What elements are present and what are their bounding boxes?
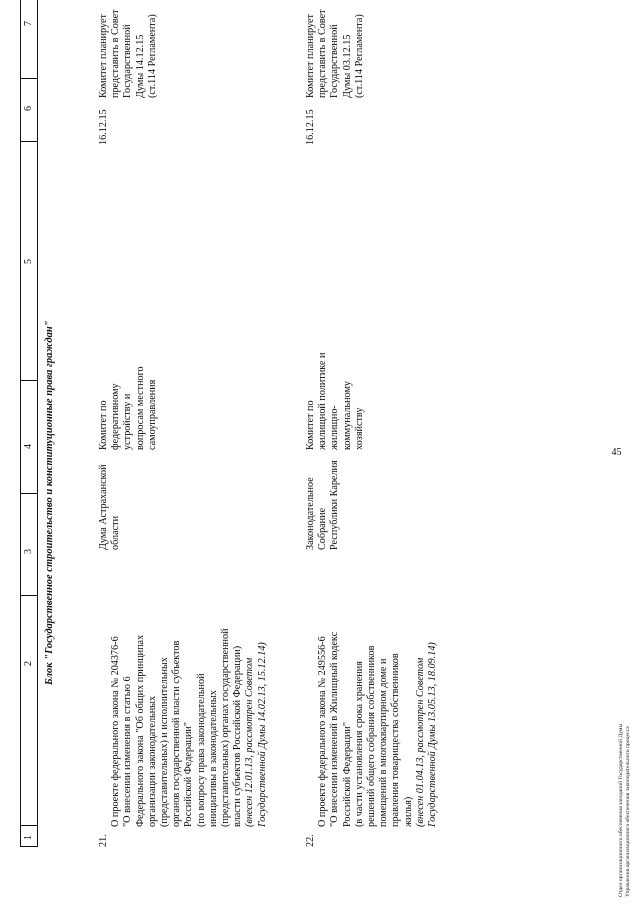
column-number-6: 6 (23, 106, 34, 111)
header-divider (21, 493, 37, 494)
row-21-number: 21. (98, 834, 109, 847)
row-22-plan: Комитет планирует представить в Совет Государственной Думы 03.12.15 (ст.114 Регламента) (305, 9, 365, 98)
footer-note: Отдел организационного обеспечения заседаний Государственной Думы Управления организационного обеспечения законодательного процесса (618, 723, 631, 897)
page-number: 45 (611, 447, 622, 458)
row-22-initiator: Законодательное Собрание Республики Карелия (305, 460, 341, 550)
row-21-bill (98, 571, 269, 827)
column-number-7: 7 (23, 21, 34, 26)
header-divider (21, 825, 37, 826)
column-number-3: 3 (23, 549, 34, 554)
row-22-bill-title: О проекте федерального закона № 249556-6 "О внесении изменений в Жилищный кодекс Российской Федерации" (в части установления срока хранения решений общего собрания собственников помещений в многоквартирном доме и правления товарищества собственников жилья) (317, 631, 414, 827)
row-22-number: 22. (305, 834, 316, 847)
header-divider (21, 380, 37, 381)
header-divider (21, 78, 37, 79)
row-22-date: 16.12.15 (305, 109, 316, 145)
column-number-5: 5 (23, 259, 34, 264)
row-21-plan: Комитет планирует представить в Совет Государственной Думы 14.12.15 (ст.114 Регламента) (98, 9, 158, 98)
header-divider (21, 141, 37, 142)
row-22-bill (305, 571, 439, 827)
row-21-bill-note: (внесен 12.01.13, рассмотрен Советом Государственной Думы 14.02.13, 15.12.14) (244, 642, 268, 827)
header-divider (21, 595, 37, 596)
block-title: Блок "Государственное строительство и конституционные права граждан" (44, 320, 55, 685)
row-22-bill-note: (внесен 01.04.13, рассмотрен Советом Государственной Думы 13.05.13, 18.09.14) (414, 642, 439, 827)
column-number-2: 2 (23, 661, 34, 666)
row-21-initiator: Дума Астраханской области (98, 464, 122, 550)
row-21-committee: Комитет по федеративному устройству и вопросам местного самоуправления (98, 366, 158, 450)
column-number-header (20, 0, 38, 847)
row-21-date: 16.12.15 (98, 109, 109, 145)
column-number-1: 1 (23, 835, 34, 840)
row-21-bill-title: О проекте федерального закона № 204376-6 "О внесении изменения в статью 6 Федерального закона "Об общих принципах организации законодательных (представительных) и исполнительных органов государственной власти субъектов Российской Федерации" (по вопросу права законодательной инициативы в законодательных (представительных) органах государственной власти субъектов Российской Федерации) (110, 628, 244, 827)
column-number-4: 4 (23, 444, 34, 449)
row-22-committee: Комитет по жилищной политике и жилищно- коммунальному хозяйству (305, 352, 365, 450)
